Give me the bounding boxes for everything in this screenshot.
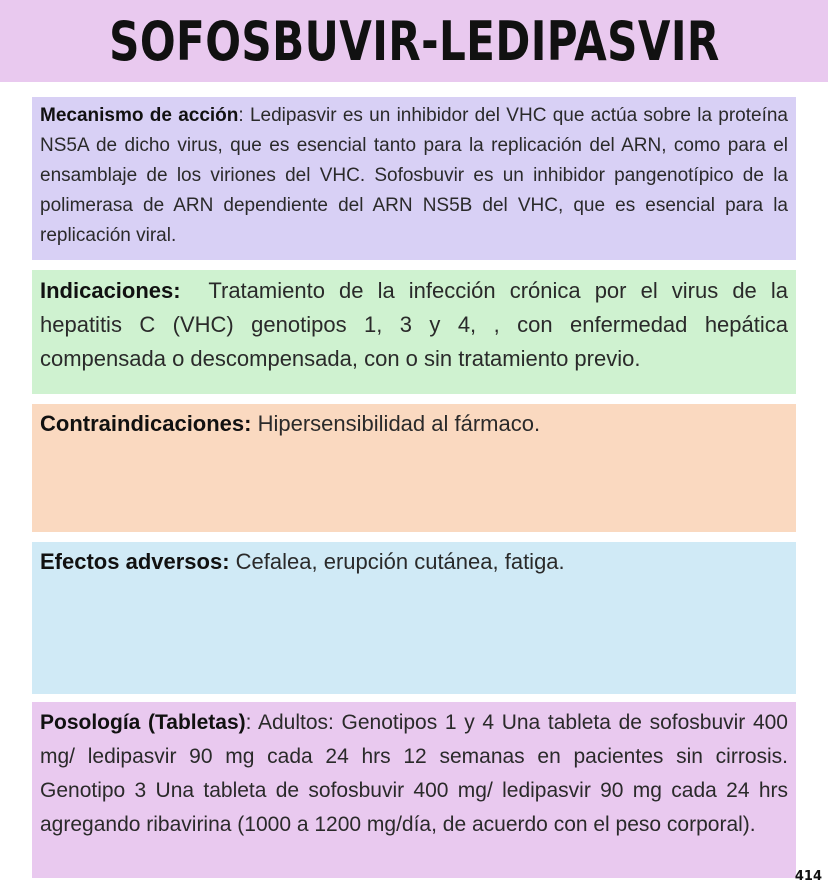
page-number: 414 [794, 869, 822, 884]
page-title: SOFOSBUVIR-LEDIPASVIR [108, 9, 720, 73]
contraindications-section [32, 404, 796, 532]
dosage-separator: : [245, 711, 258, 734]
mechanism-text: Ledipasvir es un inhibidor del VHC que actúa sobre la proteína NS5A de dicho virus, que es esencial tanto para la replicación del ARN, como para el ensamblaje de los viriones del VHC. Sofosbuvir es un inhibidor pangenotípico de la polimerasa de ARN dependiente del ARN NS5B del VHC, que es esencial para la replicación viral. [40, 105, 788, 246]
mechanism-separator: : [238, 105, 250, 126]
dosage-text: Adultos: Genotipos 1 y 4 Una tableta de sofosbuvir 400 mg/ ledipasvir 90 mg cada 24 hrs 12 semanas en pacientes sin cirrosis. Genotipo 3 Una tableta de sofosbuvir 400 mg/ ledipasvir 90 mg cada 24 hrs agregando ribavirina (1000 a 1200 mg/día, de acuerdo con el peso corporal). [40, 711, 788, 836]
indications-heading: Indicaciones: [40, 278, 181, 303]
adverse-effects-section [32, 542, 796, 694]
mechanism-heading: Mecanismo de acción [40, 105, 239, 126]
adverse-effects-text: Cefalea, erupción cutánea, fatiga. [235, 549, 565, 574]
dosage-section [32, 702, 796, 878]
title-banner [0, 0, 828, 82]
dosage-heading: Posología (Tabletas) [40, 711, 246, 734]
indications-separator [181, 278, 209, 303]
mechanism-section [32, 97, 796, 260]
indications-section [32, 270, 796, 394]
contraindications-text: Hipersensibilidad al fármaco. [257, 411, 541, 436]
adverse-effects-heading: Efectos adversos: [40, 549, 230, 574]
contraindications-heading: Contraindicaciones: [40, 411, 252, 436]
indications-text: Tratamiento de la infección crónica por el virus de la hepatitis C (VHC) genotipos 1, 3 y 4, , con enfermedad hepática compensada o descompensada, con o sin tratamiento previo. [40, 278, 788, 371]
